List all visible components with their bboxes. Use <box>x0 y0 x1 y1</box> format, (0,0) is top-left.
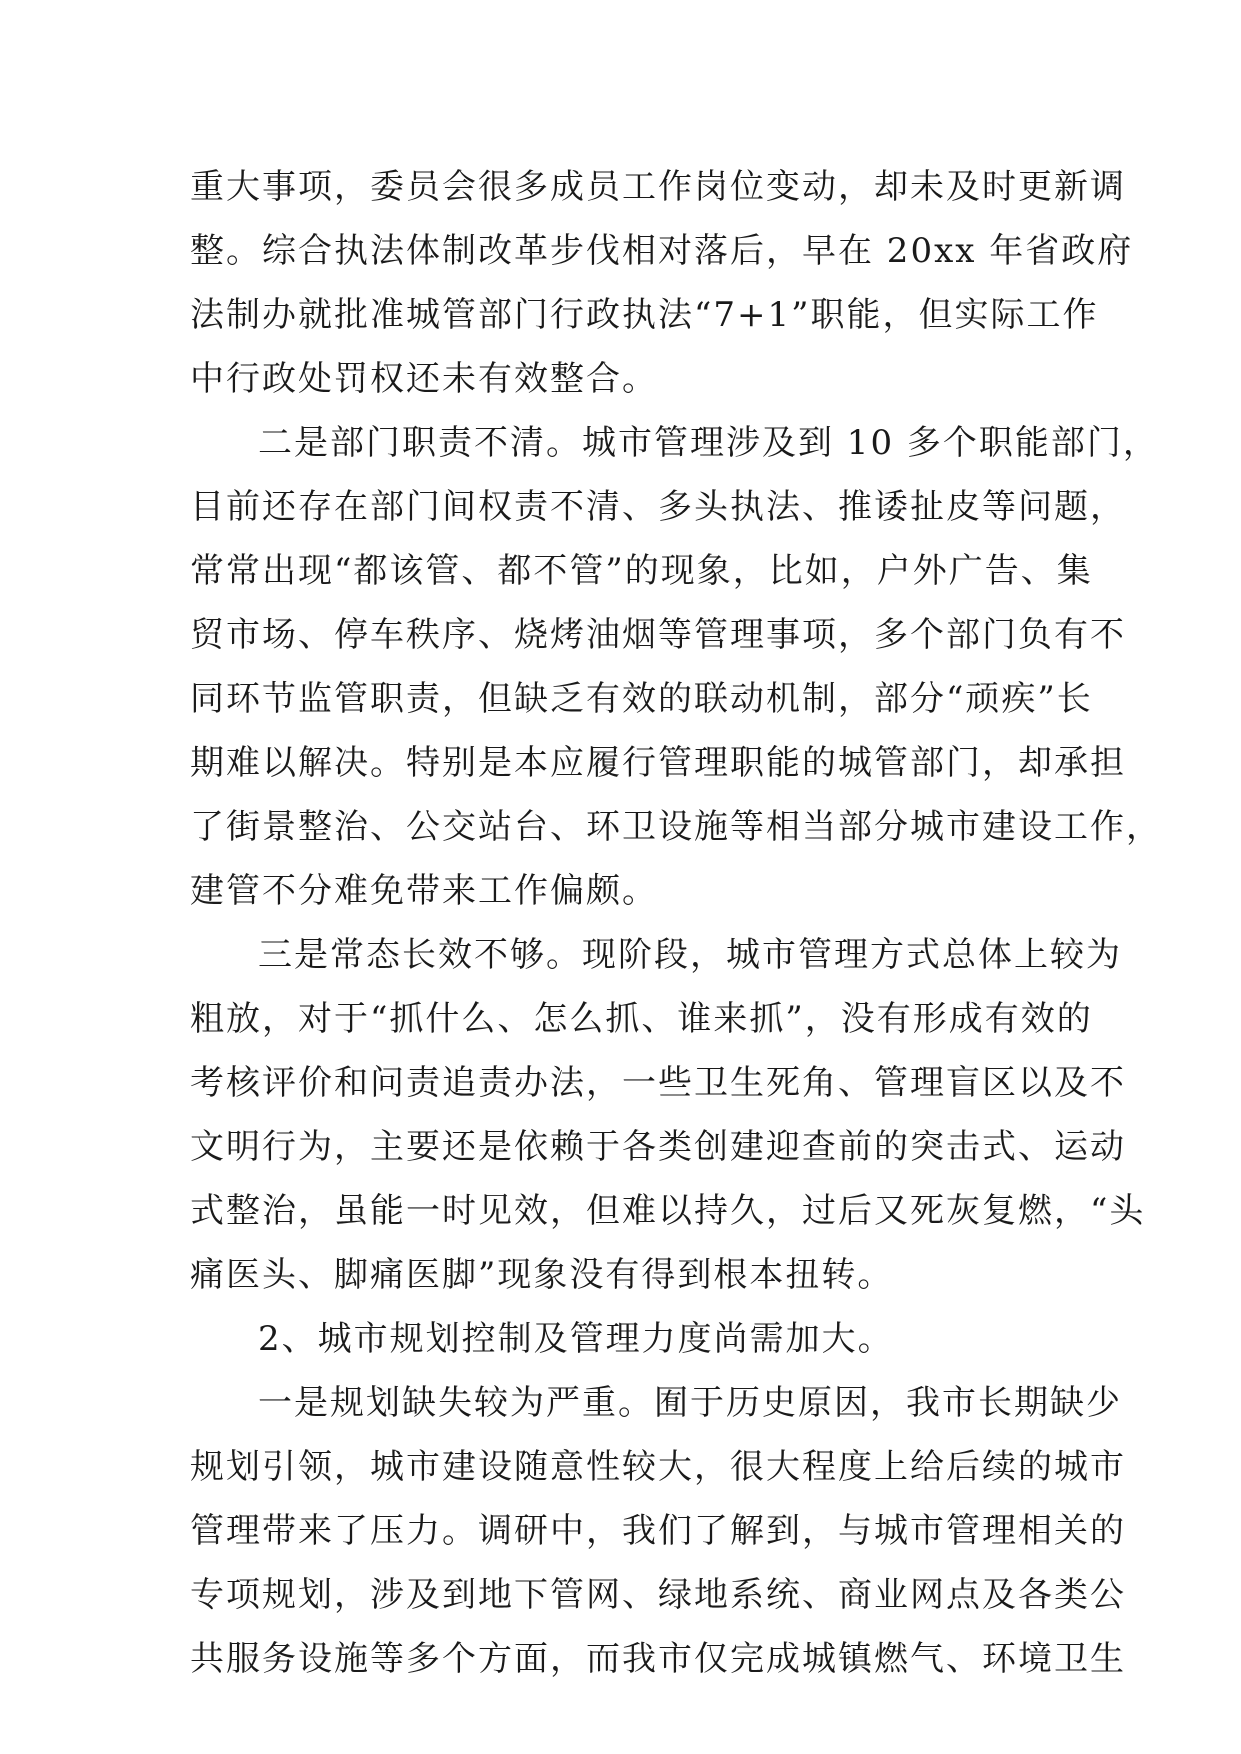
text-line: 一是规划缺失较为严重。囿于历史原因，我市长期缺少 <box>258 1383 1122 1423</box>
text-line: 同环节监管职责，但缺乏有效的联动机制，部分“顽疾”长 <box>190 679 1093 719</box>
text-line: 建管不分难免带来工作偏颇。 <box>190 871 658 911</box>
text-line: 重大事项，委员会很多成员工作岗位变动，却未及时更新调 <box>190 167 1126 207</box>
text-line: 常常出现“都该管、都不管”的现象，比如，户外广告、集 <box>190 551 1093 591</box>
text-line: 期难以解决。特别是本应履行管理职能的城管部门，却承担 <box>190 743 1126 783</box>
document-body <box>190 155 1162 1691</box>
text-line: 2、城市规划控制及管理力度尚需加大。 <box>258 1319 894 1359</box>
text-line: 文明行为，主要还是依赖于各类创建迎查前的突击式、运动 <box>190 1127 1126 1167</box>
text-line: 痛医头、脚痛医脚”现象没有得到根本扭转。 <box>190 1255 894 1295</box>
text-line: 专项规划，涉及到地下管网、绿地系统、商业网点及各类公 <box>190 1575 1126 1615</box>
text-line: 式整治，虽能一时见效，但难以持久，过后又死灰复燃，“头 <box>190 1191 1146 1231</box>
text-line: 二是部门职责不清。城市管理涉及到 10 多个职能部门， <box>258 423 1159 463</box>
text-line: 目前还存在部门间权责不清、多头执法、推诿扯皮等问题， <box>190 487 1126 527</box>
text-line: 中行政处罚权还未有效整合。 <box>190 359 658 399</box>
text-line: 整。综合执法体制改革步伐相对落后，早在 20xx 年省政府 <box>190 231 1134 271</box>
text-line: 共服务设施等多个方面，而我市仅完成城镇燃气、环境卫生 <box>190 1639 1126 1679</box>
text-line: 法制办就批准城管部门行政执法“7+1”职能，但实际工作 <box>190 295 1099 335</box>
text-line: 考核评价和问责追责办法，一些卫生死角、管理盲区以及不 <box>190 1063 1126 1103</box>
text-line: 管理带来了压力。调研中，我们了解到，与城市管理相关的 <box>190 1511 1126 1551</box>
text-line: 贸市场、停车秩序、烧烤油烟等管理事项，多个部门负有不 <box>190 615 1126 655</box>
text-line: 粗放，对于“抓什么、怎么抓、谁来抓”，没有形成有效的 <box>190 999 1093 1039</box>
text-line: 了街景整治、公交站台、环卫设施等相当部分城市建设工作， <box>190 807 1162 847</box>
text-line: 规划引领，城市建设随意性较大，很大程度上给后续的城市 <box>190 1447 1126 1487</box>
text-line: 三是常态长效不够。现阶段，城市管理方式总体上较为 <box>258 935 1122 975</box>
